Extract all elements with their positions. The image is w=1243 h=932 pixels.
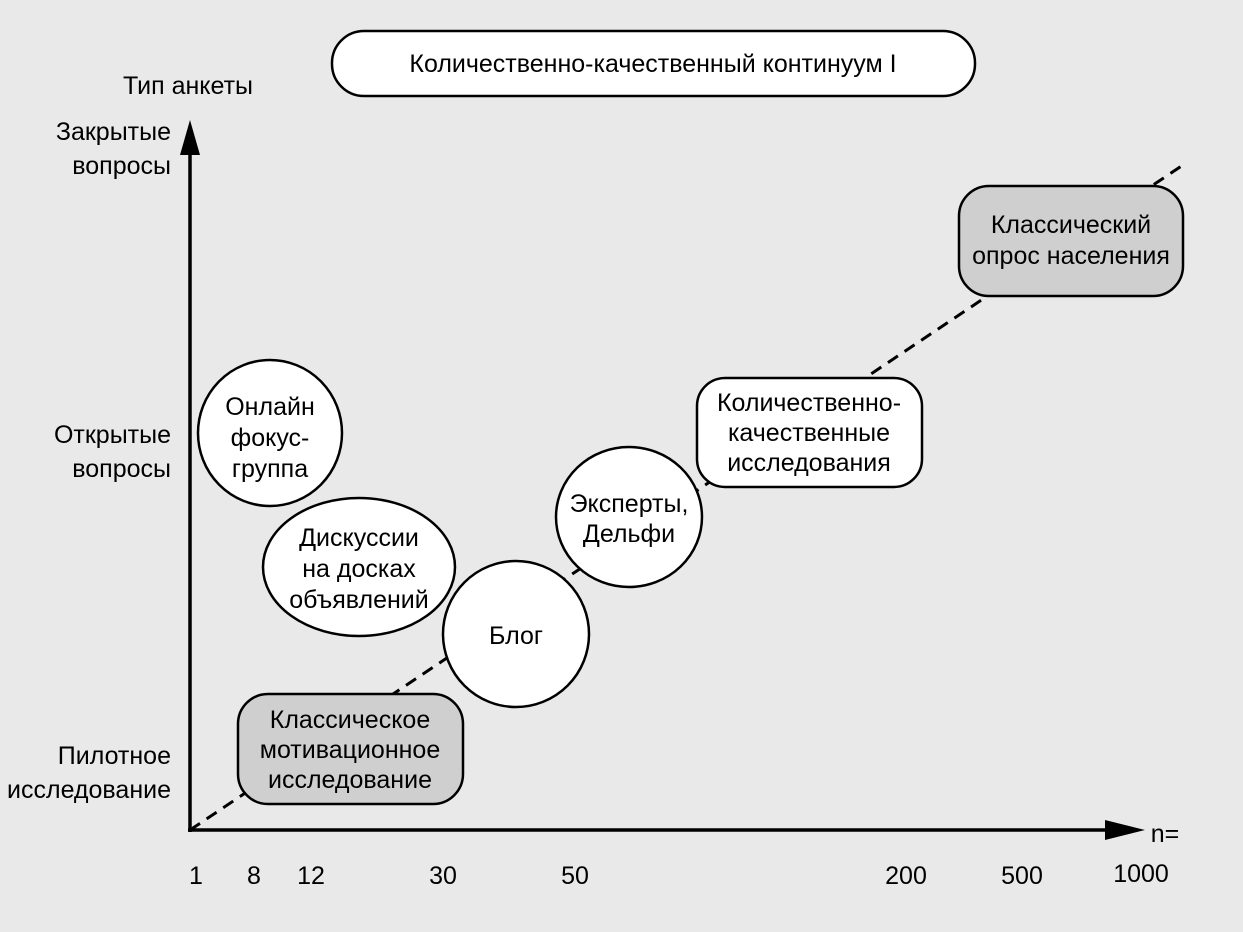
x-tick-label: 1 — [189, 862, 203, 890]
method-online-focus-group — [198, 360, 342, 506]
y-level-open-line2: вопросы — [72, 455, 171, 483]
method-label-line: Блог — [488, 622, 544, 650]
x-tick-label: 12 — [297, 862, 325, 890]
x-tick-label: 50 — [561, 862, 589, 890]
x-tick-label: 1000 — [1113, 860, 1169, 888]
y-level-pilot-line2: исследование — [7, 776, 171, 804]
x-tick-label: 30 — [429, 862, 457, 890]
x-axis-label: n= — [1150, 820, 1180, 848]
method-quant-qual-research — [697, 378, 922, 487]
method-label-line: Классическое — [269, 706, 431, 734]
method-experts-delphi — [556, 447, 702, 587]
x-tick-label: 8 — [247, 862, 261, 890]
y-level-open-line1: Открытые — [53, 421, 171, 449]
y-axis-arrowhead — [180, 120, 200, 155]
y-axis-label: Тип анкеты — [122, 72, 254, 100]
diagram-title: Количественно-качественный континуум I — [409, 50, 897, 78]
method-label-line: Дискуссии — [299, 524, 419, 552]
method-blog — [443, 561, 589, 707]
method-label-line: исследования — [727, 449, 891, 477]
method-label-line: на досках — [302, 555, 416, 583]
method-label-line: качественные — [727, 419, 891, 447]
x-tick-label: 500 — [1001, 862, 1043, 890]
x-tick-label: 200 — [885, 862, 927, 890]
y-level-closed-line1: Закрытые — [55, 118, 171, 146]
x-axis-arrowhead — [1105, 820, 1145, 840]
method-label-line: Дельфи — [582, 520, 676, 548]
method-label-line: мотивационное — [259, 736, 441, 764]
title-pill — [332, 31, 975, 96]
method-label-line: объявлений — [289, 586, 429, 614]
method-label-line: фокус- — [230, 424, 310, 452]
method-board-discussions — [263, 498, 455, 636]
method-label-line: Количественно- — [716, 389, 902, 417]
y-level-pilot-line1: Пилотное — [57, 742, 171, 770]
method-label-line: исследование — [268, 766, 432, 794]
method-label-line: опрос населения — [972, 242, 1170, 270]
method-label-line: Классический — [990, 211, 1152, 239]
method-label-line: Онлайн — [225, 393, 315, 421]
method-classic-motivational-research — [238, 694, 463, 804]
y-level-closed-line2: вопросы — [72, 152, 171, 180]
method-label-line: Эксперты, — [569, 490, 689, 518]
method-label-line: группа — [231, 455, 309, 483]
method-classic-population-survey — [959, 186, 1183, 296]
